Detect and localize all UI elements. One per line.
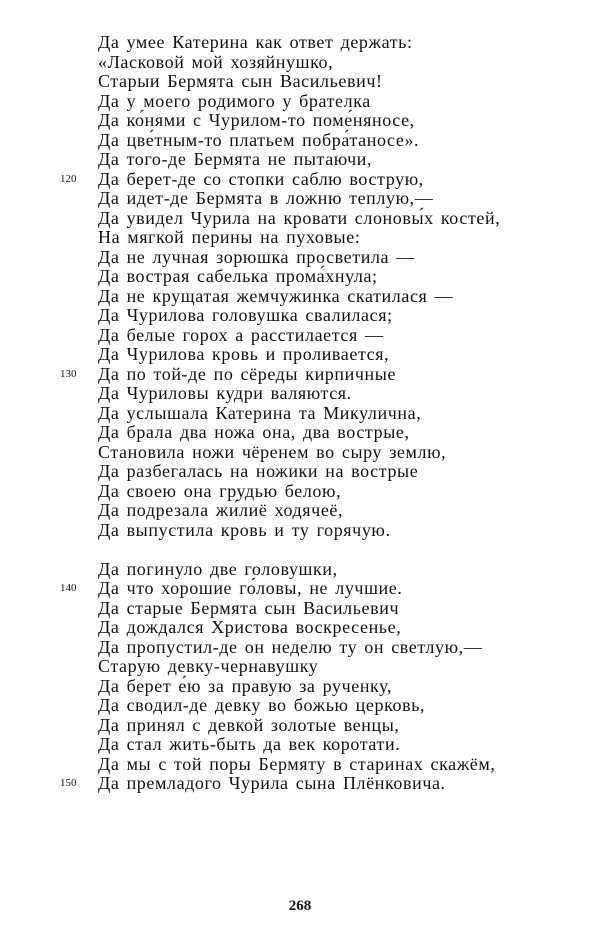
verse-text: Да брала два ножа она, два вострые, [98,422,410,442]
verse-text: Да у моего родимого у брателка [98,90,371,111]
verse-text: Да идет-де Бермята в ложню теплую,— [98,188,434,208]
verse-text: Старую девку-чернавушку [98,656,319,676]
verse-line [0,53,600,73]
verse-text: Да сводил-де девку во божью церковь, [98,695,426,715]
verse-line [0,560,600,580]
verse-line [0,521,600,541]
verse-text: Да разбегалась на ножики на вострые [98,461,419,481]
verse-text: Да премладого Чурила сына Плёнковича. [98,773,446,793]
verse-line [0,716,600,736]
verse-text: Да Чуриловы кудри валяются. [98,383,352,403]
verse-text: Да стал жить-быть да век коротати. [98,734,401,754]
verse-text: Становила ножи чёренем во сыру землю, [98,441,447,462]
stanza [0,33,600,540]
page-number: 268 [288,898,312,914]
verse-line [0,404,600,424]
verse-text: Да пропустил-де он неделю ту он светлую,— [98,636,483,657]
verse-line [0,423,600,443]
line-number: 120 [60,172,77,185]
verse-line [0,306,600,326]
verse-text: Да подрезала жи́лиё ходячеё, [98,500,344,520]
line-number: 150 [60,777,77,789]
verse-text: Да по той-де по сёреды кирпичные [98,363,397,384]
verse-line [0,189,600,209]
verse-line [0,774,600,794]
stanza [0,560,600,794]
verse-text: Да Чурилова головушка свалилася; [98,305,393,325]
verse-line [0,735,600,755]
verse-line [0,170,600,190]
verse-line [0,326,600,346]
verse-line [0,228,600,248]
verse-text: Да берет е́ю за правую за рученку, [98,675,393,696]
verse-text: Да Чурилова кровь и проливается, [98,344,390,364]
verse-text: На мягкой перины на пуховые: [98,227,361,247]
verse-line [0,365,600,385]
line-number: 140 [60,582,77,594]
verse-text: Да выпустила кровь и ту горячую. [98,519,391,540]
verse-text: Да не лучная зорюшка просветила — [98,246,415,267]
verse-text: Да что хорошие го́ловы, не лучшие. [98,578,403,598]
verse-text: Да берет-де со стопки саблю вострую, [98,168,424,189]
verse-line [0,267,600,287]
verse-line [0,677,600,697]
verse-line [0,482,600,502]
verse-line [0,287,600,307]
verse-line [0,755,600,775]
verse-text: Да дождался Христова воскресенье, [98,617,402,637]
verse-line [0,638,600,658]
verse-line [0,618,600,638]
verse-line [0,131,600,151]
verse-text: Да умее Катерина как ответ держать: [98,32,413,52]
verse-text: Да услышала Катерина та Микулична, [98,402,422,423]
verse-line [0,599,600,619]
verse-text: Старыи Бермята сын Васильевич! [98,71,383,91]
verse-text: Да увидел Чурила на кровати слоновы́х костей, [98,207,501,228]
verse-line [0,209,600,229]
verse-line [0,462,600,482]
verse-line [0,92,600,112]
line-number: 130 [60,367,77,380]
verse-line [0,150,600,170]
verse-text: Да не крущатая жемчужинка скатилася — [98,285,454,306]
verse-line [0,579,600,599]
verse-text: Да принял с девкой золотые венцы, [98,714,400,735]
verse-line [0,248,600,268]
verse-line [0,33,600,53]
verse-line [0,111,600,131]
verse-line [0,657,600,677]
verse-text: «Ласковой мой хозяйнушко, [98,51,334,72]
poem-text [0,33,600,813]
verse-line [0,443,600,463]
verse-line [0,501,600,521]
verse-text: Да мы с той поры Бермяту в старинах скажём, [98,753,496,774]
verse-text: Да белые горох а расстилается — [98,324,384,345]
verse-text: Да вострая сабелька прома́хнула; [98,266,378,286]
verse-text: Да погинуло две головушки, [98,558,338,579]
verse-line [0,384,600,404]
verse-text: Да того-де Бермята не пытаючи, [98,149,373,169]
verse-text: Да своею она грудью белою, [98,480,342,501]
verse-line [0,345,600,365]
verse-line [0,696,600,716]
verse-text: Да цве́тным-то платьем побра́таносе». [98,129,420,150]
verse-line [0,72,600,92]
verse-text: Да старые Бермята сын Васильевич [98,597,400,618]
verse-text: Да ко́нями с Чурилом-то поме́няносе, [98,110,415,130]
